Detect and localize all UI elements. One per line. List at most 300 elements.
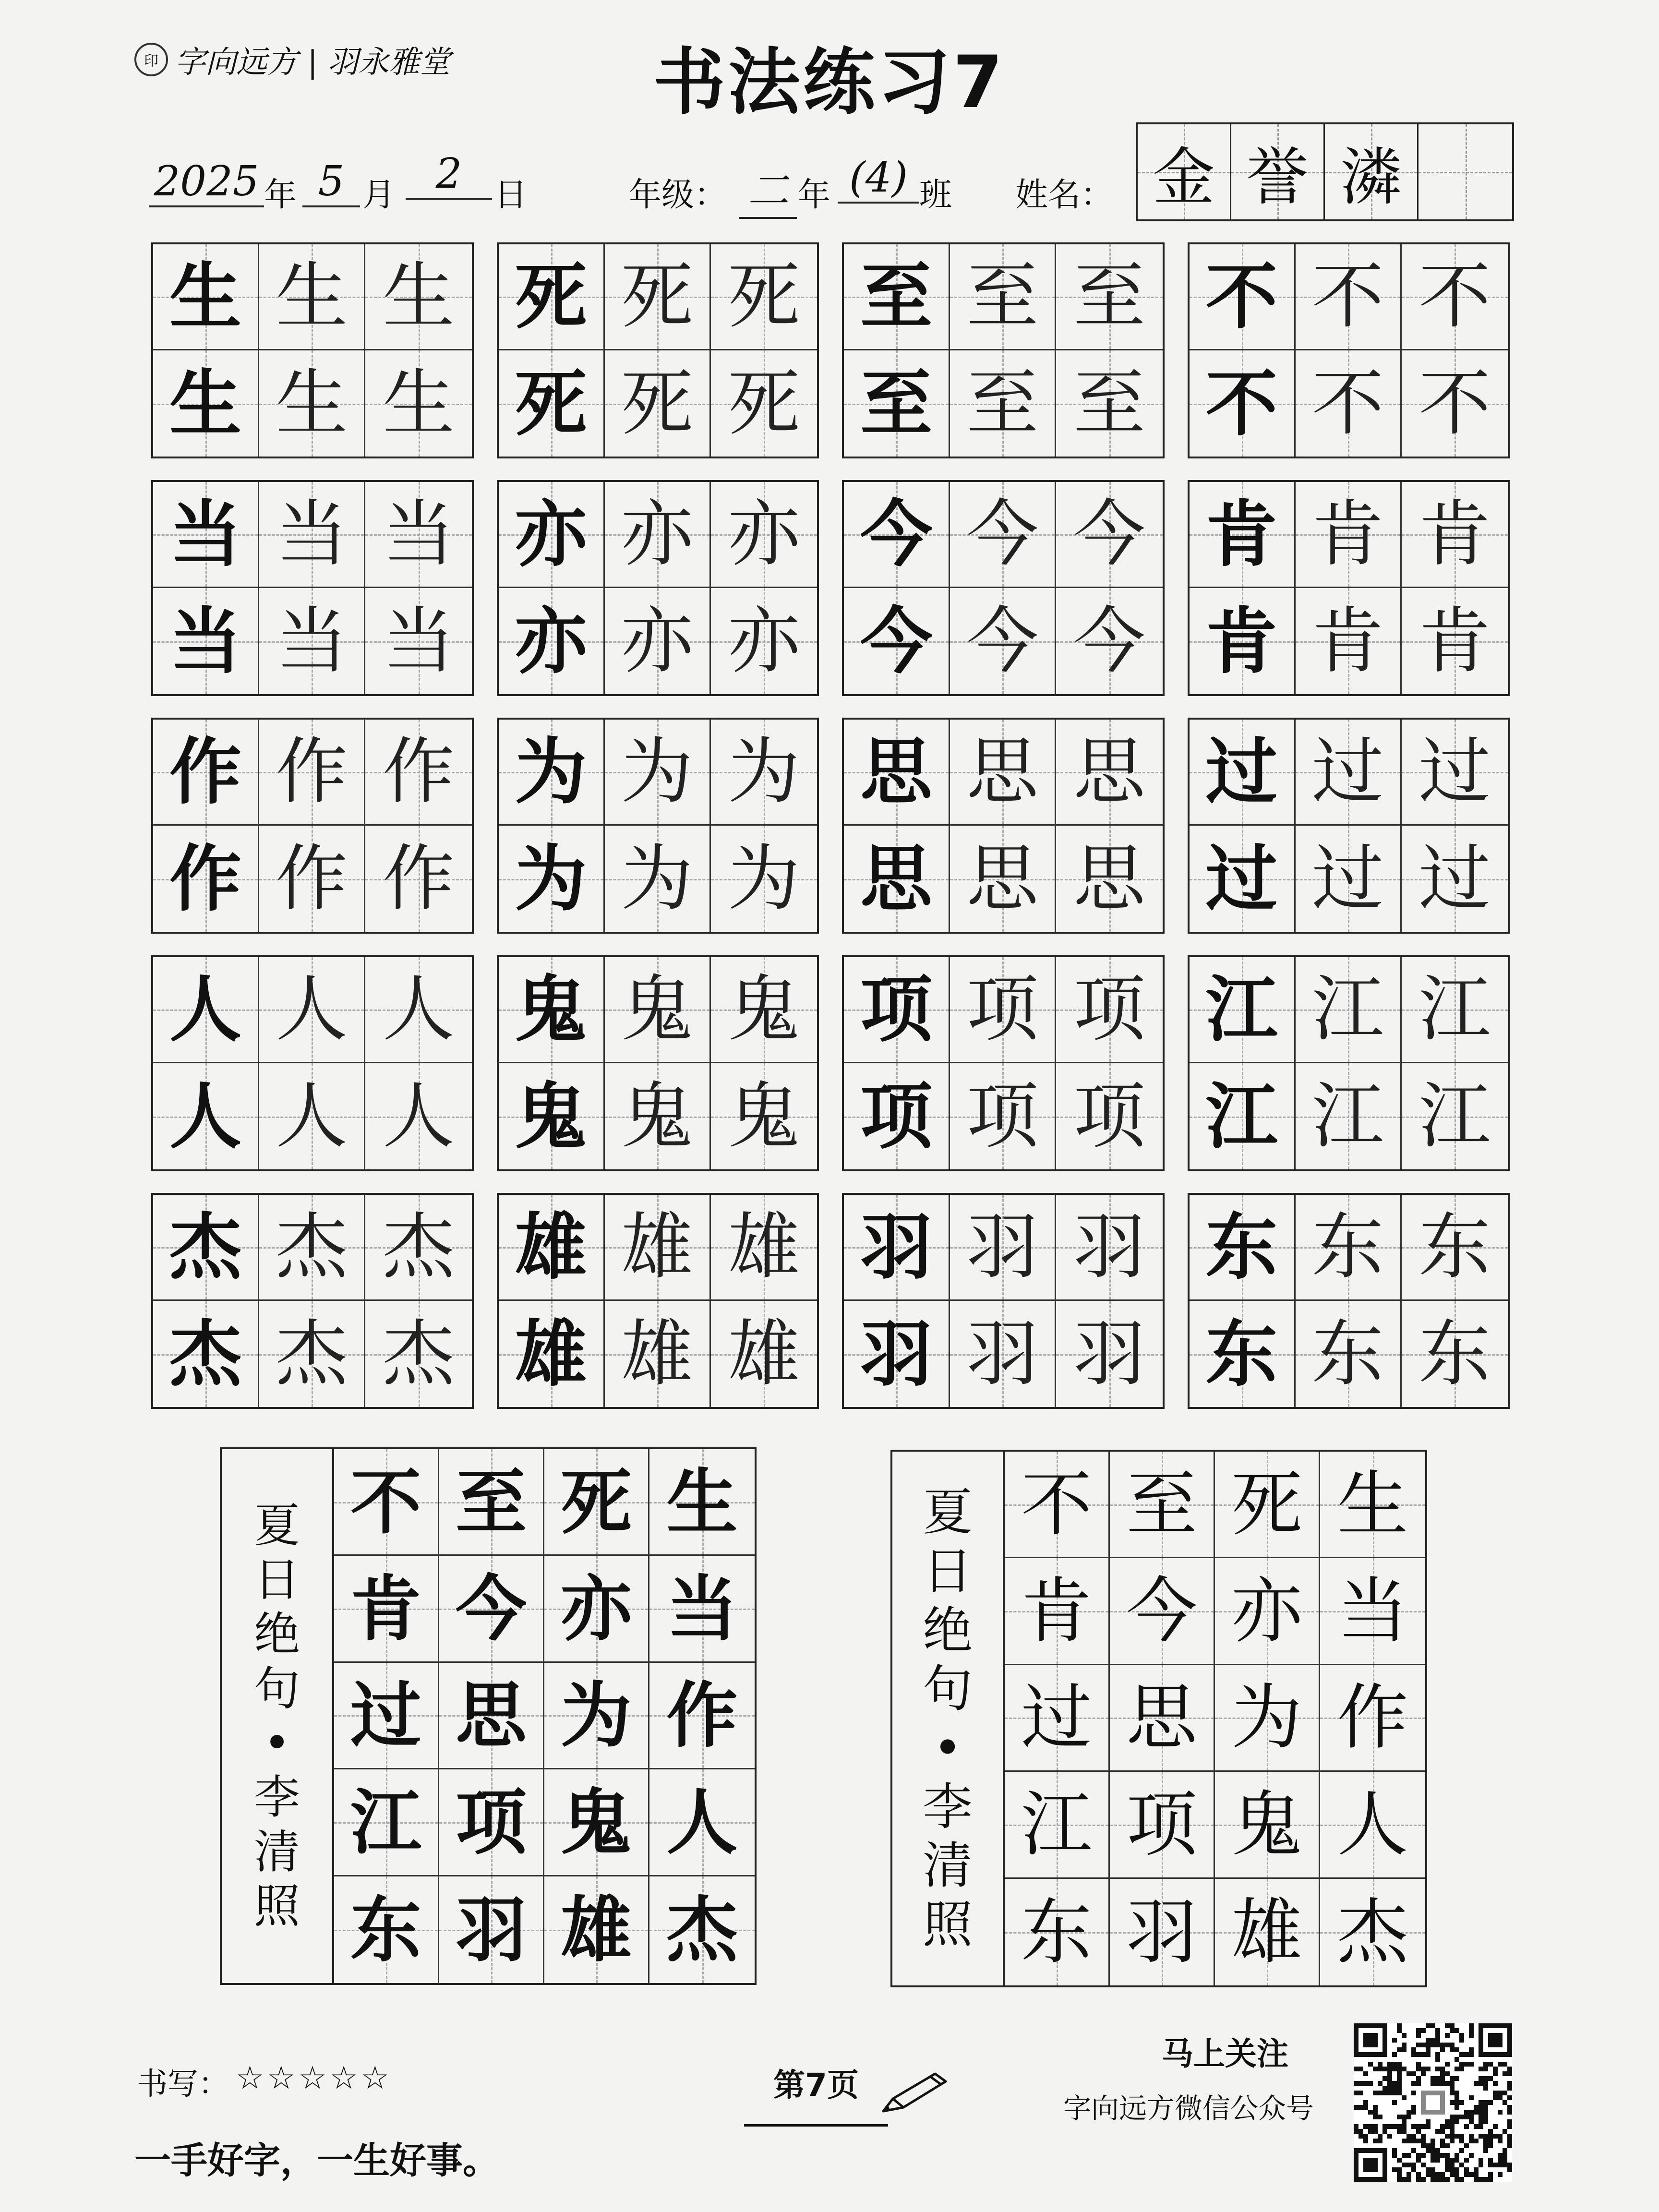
model-char-cell	[499, 244, 605, 350]
practice-char-cell	[365, 826, 471, 932]
character: 当	[169, 492, 242, 577]
character: 亦	[1231, 1570, 1302, 1653]
character: 不	[1205, 361, 1278, 446]
poem-title-column	[892, 1452, 1005, 1985]
character: 杰	[276, 1312, 348, 1396]
character: 雄	[728, 1312, 800, 1396]
writing-rating	[137, 2059, 392, 2104]
model-char-cell	[499, 1301, 605, 1407]
practice-char-cell	[1402, 957, 1508, 1063]
character: 江	[1205, 967, 1278, 1052]
model-char-cell	[844, 350, 950, 457]
model-char-cell	[499, 482, 605, 588]
character: 鬼	[728, 968, 800, 1051]
poem-title-char: 绝	[922, 1600, 973, 1659]
character: 项	[1126, 1783, 1197, 1866]
practice-block	[1188, 1193, 1510, 1409]
poem-char-cell	[334, 1876, 439, 1983]
character: 至	[1126, 1463, 1197, 1546]
character: 当	[276, 493, 348, 576]
practice-char-cell	[605, 244, 711, 350]
practice-char-cell	[365, 482, 471, 588]
poem-char-cell	[439, 1449, 544, 1556]
poem-char-cell	[544, 1556, 649, 1662]
practice-char-cell	[711, 1063, 817, 1169]
character: 今	[966, 599, 1039, 683]
practice-char-cell	[605, 720, 711, 826]
character: 作	[382, 730, 455, 814]
character: 东	[1021, 1890, 1092, 1973]
character: 作	[276, 730, 348, 814]
poem-char-cell	[1110, 1452, 1215, 1558]
practice-block	[1188, 480, 1510, 696]
practice-char-cell	[259, 588, 365, 694]
character: 羽	[966, 1205, 1039, 1289]
practice-char-cell	[1296, 720, 1402, 826]
character: 东	[1419, 1205, 1491, 1289]
practice-block	[842, 480, 1165, 696]
character: 不	[1419, 361, 1491, 445]
practice-char-cell	[1402, 244, 1508, 350]
character: 鬼	[1231, 1783, 1302, 1866]
character: 至	[1073, 255, 1145, 338]
practice-char-cell	[711, 1195, 817, 1301]
character: 不	[1311, 361, 1384, 445]
class-value: (4)	[838, 154, 919, 204]
poem-title-char: 夏	[254, 1498, 300, 1552]
name-cell: 金	[1138, 124, 1231, 219]
rating-label: 书写：	[137, 2067, 229, 2102]
character: 东	[350, 1887, 421, 1972]
practice-char-cell	[950, 1301, 1056, 1407]
character: 思	[1073, 730, 1145, 814]
poem-title-char: •	[263, 1716, 291, 1770]
poem-practice-panel	[890, 1450, 1427, 1987]
practice-char-cell	[950, 588, 1056, 694]
poem-char-cell	[1005, 1879, 1110, 1985]
character: 为	[621, 837, 693, 921]
practice-char-cell	[365, 588, 471, 694]
poem-char-cell	[649, 1556, 755, 1662]
character: 雄	[515, 1311, 587, 1396]
practice-block	[497, 718, 819, 934]
practice-char-cell	[605, 1301, 711, 1407]
character: 肯	[1205, 492, 1278, 577]
practice-char-cell	[605, 826, 711, 932]
poem-char-cell	[439, 1876, 544, 1983]
character: 过	[350, 1673, 421, 1757]
poem-char-cell	[649, 1663, 755, 1769]
character: 人	[169, 1074, 242, 1159]
poem-char-cell	[1215, 1558, 1320, 1665]
name-cell: 潾	[1325, 124, 1419, 219]
character: 肯	[350, 1567, 421, 1651]
grade-value: 二	[739, 157, 797, 219]
character: 人	[666, 1780, 738, 1864]
model-char-cell	[1190, 720, 1296, 826]
practice-char-cell	[1056, 588, 1162, 694]
model-char-cell	[153, 957, 259, 1063]
practice-char-cell	[605, 350, 711, 457]
character: 生	[276, 255, 348, 338]
character: 至	[1073, 361, 1145, 445]
practice-block	[842, 1193, 1165, 1409]
practice-block	[151, 955, 474, 1171]
character: 作	[169, 836, 242, 921]
practice-char-cell	[950, 350, 1056, 457]
character: 羽	[966, 1312, 1039, 1396]
practice-char-cell	[365, 720, 471, 826]
poem-title-char: 李	[922, 1777, 973, 1836]
practice-char-cell	[1402, 1301, 1508, 1407]
character: 肯	[1205, 599, 1278, 684]
practice-char-cell	[259, 350, 365, 457]
day-label: 日	[494, 176, 528, 214]
poem-char-cell	[1320, 1452, 1425, 1558]
practice-char-cell	[711, 1301, 817, 1407]
practice-char-cell	[1056, 1195, 1162, 1301]
character: 亦	[515, 599, 587, 684]
character: 当	[169, 599, 242, 684]
practice-char-cell	[1296, 482, 1402, 588]
character: 雄	[1231, 1890, 1302, 1973]
practice-char-cell	[1296, 1195, 1402, 1301]
character: 今	[860, 492, 933, 577]
practice-char-cell	[711, 350, 817, 457]
poem-title-char: 清	[254, 1825, 300, 1879]
character: 今	[1073, 599, 1145, 683]
poem-title-char: 照	[922, 1895, 973, 1954]
character: 项	[1073, 968, 1145, 1051]
character: 作	[382, 837, 455, 921]
character: 人	[169, 967, 242, 1052]
practice-char-cell	[711, 720, 817, 826]
practice-char-cell	[1402, 1195, 1508, 1301]
poem-char-cell	[649, 1449, 755, 1556]
poem-char-cell	[334, 1556, 439, 1662]
practice-char-cell	[1056, 957, 1162, 1063]
character: 生	[382, 361, 455, 445]
model-char-cell	[499, 720, 605, 826]
model-char-cell	[1190, 350, 1296, 457]
character: 作	[276, 837, 348, 921]
practice-char-cell	[1056, 350, 1162, 457]
poem-char-cell	[1110, 1879, 1215, 1985]
practice-char-cell	[259, 1301, 365, 1407]
practice-char-cell	[1402, 588, 1508, 694]
character: 生	[1337, 1463, 1408, 1546]
poem-char-cell	[1005, 1558, 1110, 1665]
character: 人	[1337, 1783, 1408, 1866]
character: 肯	[1311, 493, 1384, 576]
character: 江	[1021, 1783, 1092, 1866]
character: 江	[350, 1780, 421, 1864]
model-char-cell	[153, 482, 259, 588]
practice-char-cell	[1296, 588, 1402, 694]
poem-char-cell	[439, 1663, 544, 1769]
character: 过	[1205, 836, 1278, 921]
character: 过	[1021, 1676, 1092, 1759]
character: 羽	[456, 1887, 527, 1972]
model-char-cell	[153, 1301, 259, 1407]
character: 至	[966, 255, 1039, 338]
model-char-cell	[844, 244, 950, 350]
name-cell: 誉	[1231, 124, 1325, 219]
practice-char-cell	[1296, 826, 1402, 932]
character: 生	[382, 255, 455, 338]
poem-char-cell	[1320, 1558, 1425, 1665]
character: 不	[350, 1460, 421, 1544]
model-char-cell	[153, 1063, 259, 1169]
character: 雄	[728, 1205, 800, 1289]
practice-block	[151, 242, 474, 458]
poem-char-cell	[1320, 1772, 1425, 1878]
follow-label: 马上关注	[1162, 2035, 1288, 2072]
month-label: 月	[362, 176, 396, 214]
model-char-cell	[153, 720, 259, 826]
character: 当	[382, 493, 455, 576]
character: 鬼	[515, 967, 587, 1052]
character: 项	[860, 967, 933, 1052]
practice-char-cell	[711, 482, 817, 588]
practice-block	[497, 1193, 819, 1409]
character: 为	[515, 836, 587, 921]
poem-char-cell	[544, 1769, 649, 1876]
model-char-cell	[844, 720, 950, 826]
character: 东	[1311, 1205, 1384, 1289]
character: 鬼	[621, 1074, 693, 1158]
practice-char-cell	[259, 1063, 365, 1169]
practice-char-cell	[365, 957, 471, 1063]
character: 作	[1337, 1676, 1408, 1759]
character: 肯	[1311, 599, 1384, 683]
model-char-cell	[844, 957, 950, 1063]
character: 杰	[666, 1887, 738, 1972]
character: 死	[621, 361, 693, 445]
poem-title-char: 李	[254, 1770, 300, 1825]
character: 江	[1419, 1074, 1491, 1158]
character: 羽	[1073, 1312, 1145, 1396]
character: 羽	[860, 1205, 933, 1289]
practice-char-cell	[711, 244, 817, 350]
practice-block	[842, 955, 1165, 1171]
character: 羽	[860, 1311, 933, 1396]
poem-char-cell	[1110, 1558, 1215, 1665]
name-label: 姓名：	[1015, 176, 1114, 214]
character: 过	[1205, 730, 1278, 814]
seal-icon: 印	[134, 43, 168, 76]
practice-block	[1188, 955, 1510, 1171]
character: 生	[666, 1460, 738, 1544]
model-char-cell	[1190, 482, 1296, 588]
character: 思	[456, 1673, 527, 1757]
poem-title-char: 照	[254, 1879, 300, 1933]
character: 雄	[621, 1205, 693, 1289]
poem-title-char: 日	[922, 1541, 973, 1600]
character: 生	[169, 254, 242, 339]
character: 死	[1231, 1463, 1302, 1546]
character: 今	[860, 599, 933, 684]
practice-char-cell	[950, 720, 1056, 826]
practice-char-cell	[1402, 350, 1508, 457]
practice-char-cell	[605, 1195, 711, 1301]
character: 东	[1205, 1311, 1278, 1396]
character: 鬼	[561, 1780, 632, 1864]
practice-block	[1188, 242, 1510, 458]
character: 鬼	[621, 968, 693, 1051]
character: 思	[860, 730, 933, 814]
qr-code[interactable]	[1354, 2023, 1512, 2182]
practice-char-cell	[259, 957, 365, 1063]
character: 不	[1205, 254, 1278, 339]
character: 为	[561, 1673, 632, 1757]
practice-block	[497, 955, 819, 1171]
character: 今	[1126, 1570, 1197, 1653]
model-char-cell	[499, 1063, 605, 1169]
poem-char-cell	[649, 1769, 755, 1876]
character: 当	[666, 1567, 738, 1651]
character: 至	[456, 1460, 527, 1544]
practice-char-cell	[1402, 1063, 1508, 1169]
practice-char-cell	[605, 957, 711, 1063]
practice-char-cell	[950, 1063, 1056, 1169]
practice-char-cell	[1402, 826, 1508, 932]
poem-char-cell	[1215, 1452, 1320, 1558]
character: 人	[276, 968, 348, 1051]
character: 死	[728, 255, 800, 338]
practice-char-cell	[1056, 244, 1162, 350]
practice-char-cell	[1056, 482, 1162, 588]
character: 今	[966, 493, 1039, 576]
poem-char-cell	[1215, 1665, 1320, 1772]
character: 思	[966, 730, 1039, 814]
character: 杰	[1337, 1890, 1408, 1973]
character: 作	[666, 1673, 738, 1757]
poem-char-cell	[439, 1769, 544, 1876]
character: 项	[860, 1074, 933, 1159]
character: 至	[860, 254, 933, 339]
pen-icon	[878, 2069, 955, 2117]
model-char-cell	[499, 588, 605, 694]
character: 江	[1419, 968, 1491, 1051]
practice-char-cell	[365, 244, 471, 350]
model-char-cell	[153, 350, 259, 457]
character: 肯	[1419, 599, 1491, 683]
poem-grid	[334, 1449, 755, 1983]
character: 过	[1419, 730, 1491, 814]
character: 鬼	[728, 1074, 800, 1158]
month-value: 5	[302, 157, 360, 207]
practice-char-cell	[950, 826, 1056, 932]
character: 羽	[1073, 1205, 1145, 1289]
poem-char-cell	[334, 1769, 439, 1876]
page-number: 第7页	[744, 2059, 888, 2127]
character: 人	[382, 968, 455, 1051]
character: 当	[1337, 1570, 1408, 1653]
character: 生	[169, 361, 242, 446]
model-char-cell	[1190, 1195, 1296, 1301]
character: 雄	[561, 1887, 632, 1972]
practice-char-cell	[1402, 720, 1508, 826]
practice-char-cell	[1056, 720, 1162, 826]
practice-char-cell	[950, 244, 1056, 350]
slogan: 一手好字，一生好事。	[134, 2139, 499, 2182]
practice-block	[151, 1193, 474, 1409]
practice-char-cell	[605, 482, 711, 588]
practice-char-cell	[365, 350, 471, 457]
character: 杰	[382, 1312, 455, 1396]
practice-char-cell	[1296, 1063, 1402, 1169]
character: 鬼	[515, 1074, 587, 1159]
poem-char-cell	[334, 1449, 439, 1556]
model-char-cell	[499, 1195, 605, 1301]
practice-block	[497, 242, 819, 458]
practice-char-cell	[1056, 1063, 1162, 1169]
character: 杰	[382, 1205, 455, 1289]
poem-char-cell	[544, 1876, 649, 1983]
character: 东	[1419, 1312, 1491, 1396]
poem-char-cell	[1005, 1772, 1110, 1878]
character: 东	[1205, 1205, 1278, 1289]
model-char-cell	[499, 957, 605, 1063]
year-value: 2025	[149, 157, 264, 207]
character: 杰	[169, 1311, 242, 1396]
character: 为	[728, 730, 800, 814]
grade-suffix: 年	[798, 176, 831, 214]
character: 思	[860, 836, 933, 921]
poem-char-cell	[1215, 1879, 1320, 1985]
practice-char-cell	[259, 1195, 365, 1301]
practice-char-cell	[365, 1301, 471, 1407]
practice-block	[151, 718, 474, 934]
poem-model-panel	[220, 1447, 757, 1985]
poem-char-cell	[544, 1663, 649, 1769]
wechat-label: 字向远方微信公众号	[1063, 2092, 1314, 2125]
character: 亦	[728, 493, 800, 576]
practice-char-cell	[1296, 350, 1402, 457]
practice-char-cell	[950, 1195, 1056, 1301]
character: 至	[966, 361, 1039, 445]
practice-block	[842, 718, 1165, 934]
model-char-cell	[1190, 1063, 1296, 1169]
character: 今	[456, 1567, 527, 1651]
page-title: 书法练习7	[653, 41, 1006, 124]
character: 生	[276, 361, 348, 445]
character: 过	[1311, 837, 1384, 921]
practice-char-cell	[1402, 482, 1508, 588]
character: 死	[621, 255, 693, 338]
practice-char-cell	[711, 957, 817, 1063]
character: 当	[382, 599, 455, 683]
practice-char-cell	[605, 1063, 711, 1169]
practice-char-cell	[1296, 1301, 1402, 1407]
practice-grid	[151, 242, 1510, 1409]
character: 为	[621, 730, 693, 814]
character: 人	[382, 1074, 455, 1158]
character: 亦	[728, 599, 800, 683]
poem-title-char: 句	[922, 1659, 973, 1719]
poem-title-column	[222, 1449, 334, 1983]
character: 为	[515, 730, 587, 814]
character: 作	[169, 730, 242, 814]
poem-char-cell	[1320, 1665, 1425, 1772]
practice-char-cell	[1296, 957, 1402, 1063]
character: 杰	[169, 1205, 242, 1289]
character: 亦	[621, 493, 693, 576]
poem-title-char: 夏	[922, 1483, 973, 1542]
practice-block	[1188, 718, 1510, 934]
character: 亦	[515, 492, 587, 577]
